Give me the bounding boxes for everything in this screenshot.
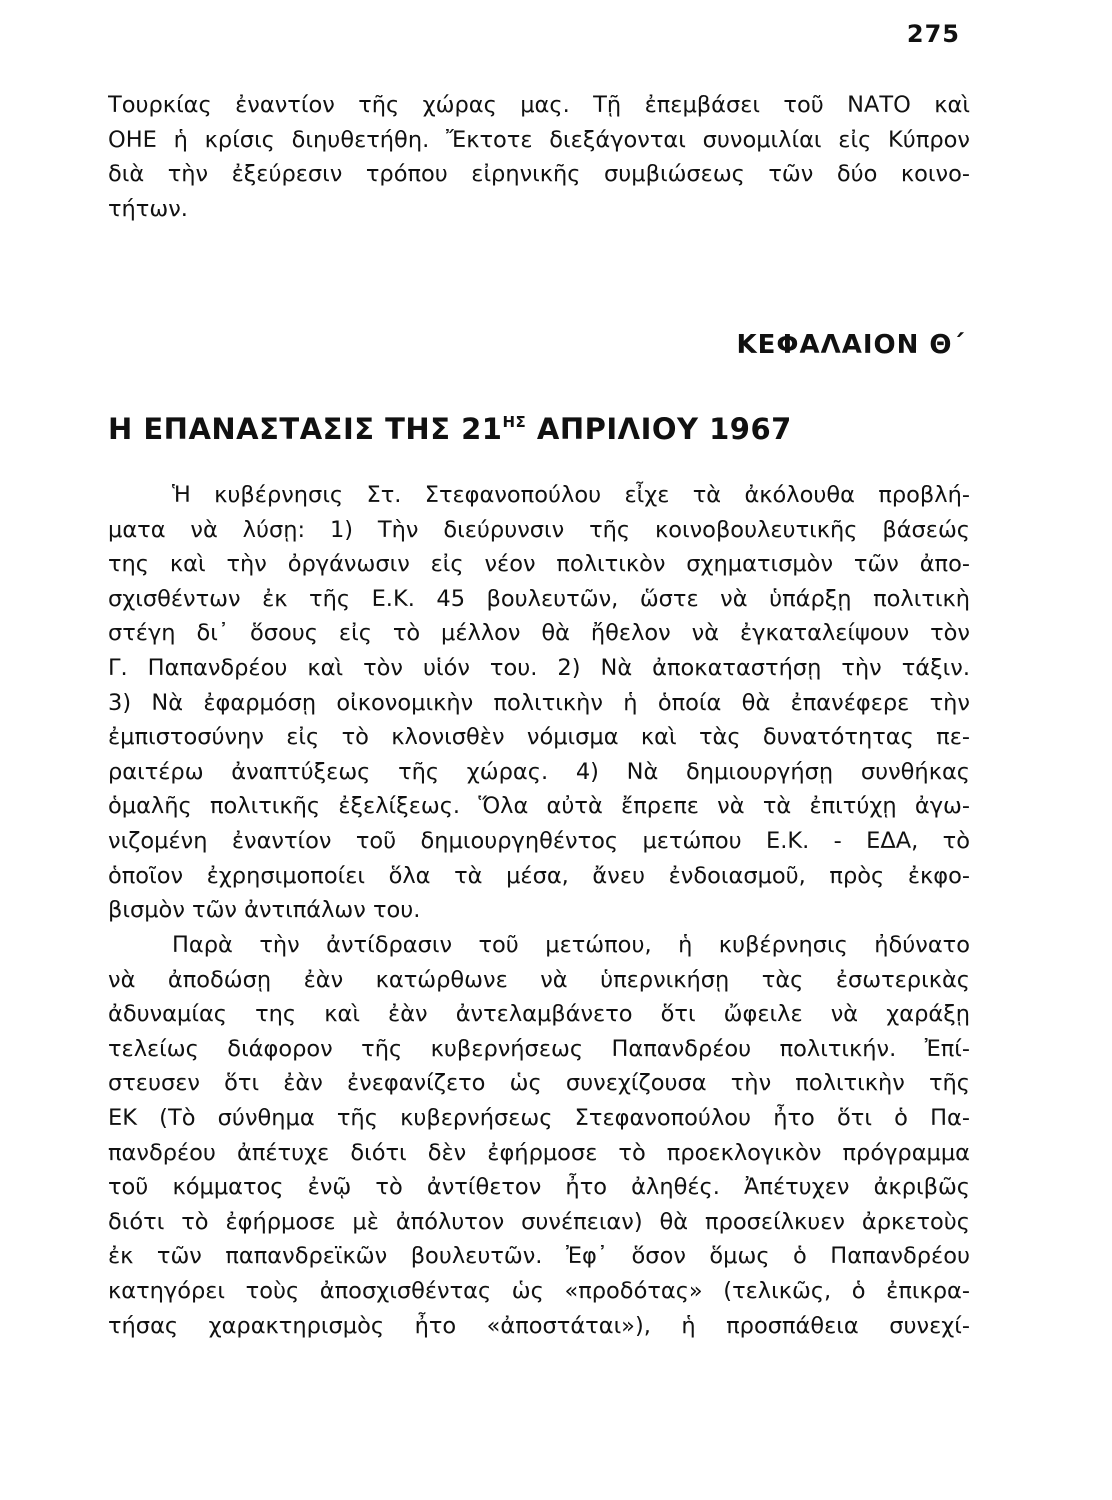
text-line: της καὶ τὴν ὀργάνωσιν εἰς νέον πολιτικὸν σχηματισμὸν τῶν ἀπο- [108,551,970,578]
text-line: στευσεν ὅτι ἐὰν ἐνεφανίζετο ὡς συνεχίζουσα τὴν πολιτικὴν τῆς [108,1070,970,1097]
text-line: βισμὸν τῶν ἀντιπάλων του. [108,897,421,924]
text-line: τελείως διάφορον τῆς κυβερνήσεως Παπανδρέου πολιτικήν. Ἐπί- [108,1035,970,1062]
text-line: νὰ ἀποδώσῃ ἐὰν κατώρθωνε νὰ ὑπερνικήσῃ τὰς ἐσωτερικὰς [108,966,970,993]
text-line: Γ. Παπανδρέου καὶ τὸν υἱόν του. 2) Νὰ ἀποκαταστήσῃ τὴν τάξιν. [108,654,970,681]
text-line: νιζομένη ἐναντίον τοῦ δημιουργηθέντος μετώπου Ε.Κ. - ΕΔΑ, τὸ [108,827,970,854]
text-line: πανδρέου ἀπέτυχε διότι δὲν ἐφήρμοσε τὸ προεκλογικὸν πρόγραμμα [108,1139,970,1166]
text-line: διότι τὸ ἐφήρμοσε μὲ ἀπόλυτον συνέπειαν) θὰ προσείλκυεν ἀρκετοὺς [108,1208,970,1235]
text-line: ὁμαλῆς πολιτικῆς ἐξελίξεως. Ὅλα αὐτὰ ἔπρεπε νὰ τὰ ἐπιτύχῃ ἀγω- [108,793,970,820]
text-line: ὁποῖον ἐχρησιμοποίει ὅλα τὰ μέσα, ἄνευ ἐνδοιασμοῦ, πρὸς ἐκφο- [108,862,970,889]
text-line: στέγη δι᾽ ὅσους εἰς τὸ μέλλον θὰ ἤθελον νὰ ἐγκαταλείψουν τὸν [108,620,970,647]
text-line: Τουρκίας ἐναντίον τῆς χώρας μας. Τῇ ἐπεμβάσει τοῦ ΝΑΤΟ καὶ [108,92,970,118]
heading-superscript: ΗΣ [502,413,527,431]
text-line: τοῦ κόμματος ἐνῷ τὸ ἀντίθετον ἦτο ἀληθές. Ἀπέτυχεν ἀκριβῶς [108,1174,970,1201]
text-line: τήτων. [108,195,188,222]
paragraph-2 [108,928,970,1343]
heading-part-2: ΑΠΡΙΛΙΟΥ 1967 [526,412,792,446]
text-line: ραιτέρω ἀναπτύξεως τῆς χώρας. 4) Νὰ δημιουργήσῃ συνθήκας [108,758,970,785]
text-line: Ἡ κυβέρνησις Στ. Στεφανοπούλου εἶχε τὰ ἀκόλουθα προβλή- [172,482,970,508]
text-line: ἀδυναμίας της καὶ ἐὰν ἀντελαμβάνετο ὅτι ὤφειλε νὰ χαράξῃ [108,1001,970,1028]
paragraph-1 [108,478,970,928]
text-line: διὰ τὴν ἐξεύρεσιν τρόπου εἰρηνικῆς συμβιώσεως τῶν δύο κοινο- [108,161,970,188]
text-line: Παρὰ τὴν ἀντίδρασιν τοῦ μετώπου, ἡ κυβέρνησις ἠδύνατο [172,932,970,958]
text-line: ΟΗΕ ἡ κρίσις διηυθετήθη. Ἔκτοτε διεξάγονται συνομιλίαι εἰς Κύπρον [108,126,970,153]
text-line: ματα νὰ λύσῃ: 1) Τὴν διεύρυνσιν τῆς κοινοβουλευτικῆς βάσεώς [108,516,970,543]
text-line: ΕΚ (Τὸ σύνθημα τῆς κυβερνήσεως Στεφανοπούλου ἦτο ὅτι ὁ Πα- [108,1104,970,1131]
text-line: ἐκ τῶν παπανδρεϊκῶν βουλευτῶν. Ἐφ᾽ ὅσον ὅμως ὁ Παπανδρέου [108,1243,970,1270]
text-line: τήσας χαρακτηρισμὸς ἦτο «ἀποστάται»), ἡ προσπάθεια συνεχί- [108,1312,970,1339]
text-line: κατηγόρει τοὺς ἀποσχισθέντας ὡς «προδότας» (τελικῶς, ὁ ἐπικρα- [108,1277,970,1304]
chapter-label: ΚΕΦΑΛΑΙΟΝ Θ΄ [736,330,965,360]
text-line: σχισθέντων ἐκ τῆς Ε.Κ. 45 βουλευτῶν, ὥστε νὰ ὑπάρξῃ πολιτικὴ [108,585,970,612]
section-heading [108,412,792,446]
text-line: ἐμπιστοσύνην εἰς τὸ κλονισθὲν νόμισμα καὶ τὰς δυνατότητας πε- [108,724,970,751]
intro-paragraph [108,88,970,226]
heading-part-1: Η ΕΠΑΝΑΣΤΑΣΙΣ ΤΗΣ 21 [108,412,503,446]
text-line: 3) Νὰ ἐφαρμόσῃ οἰκονομικὴν πολιτικὴν ἡ ὁποία θὰ ἐπανέφερε τὴν [108,689,970,716]
page-number: 275 [906,20,960,48]
